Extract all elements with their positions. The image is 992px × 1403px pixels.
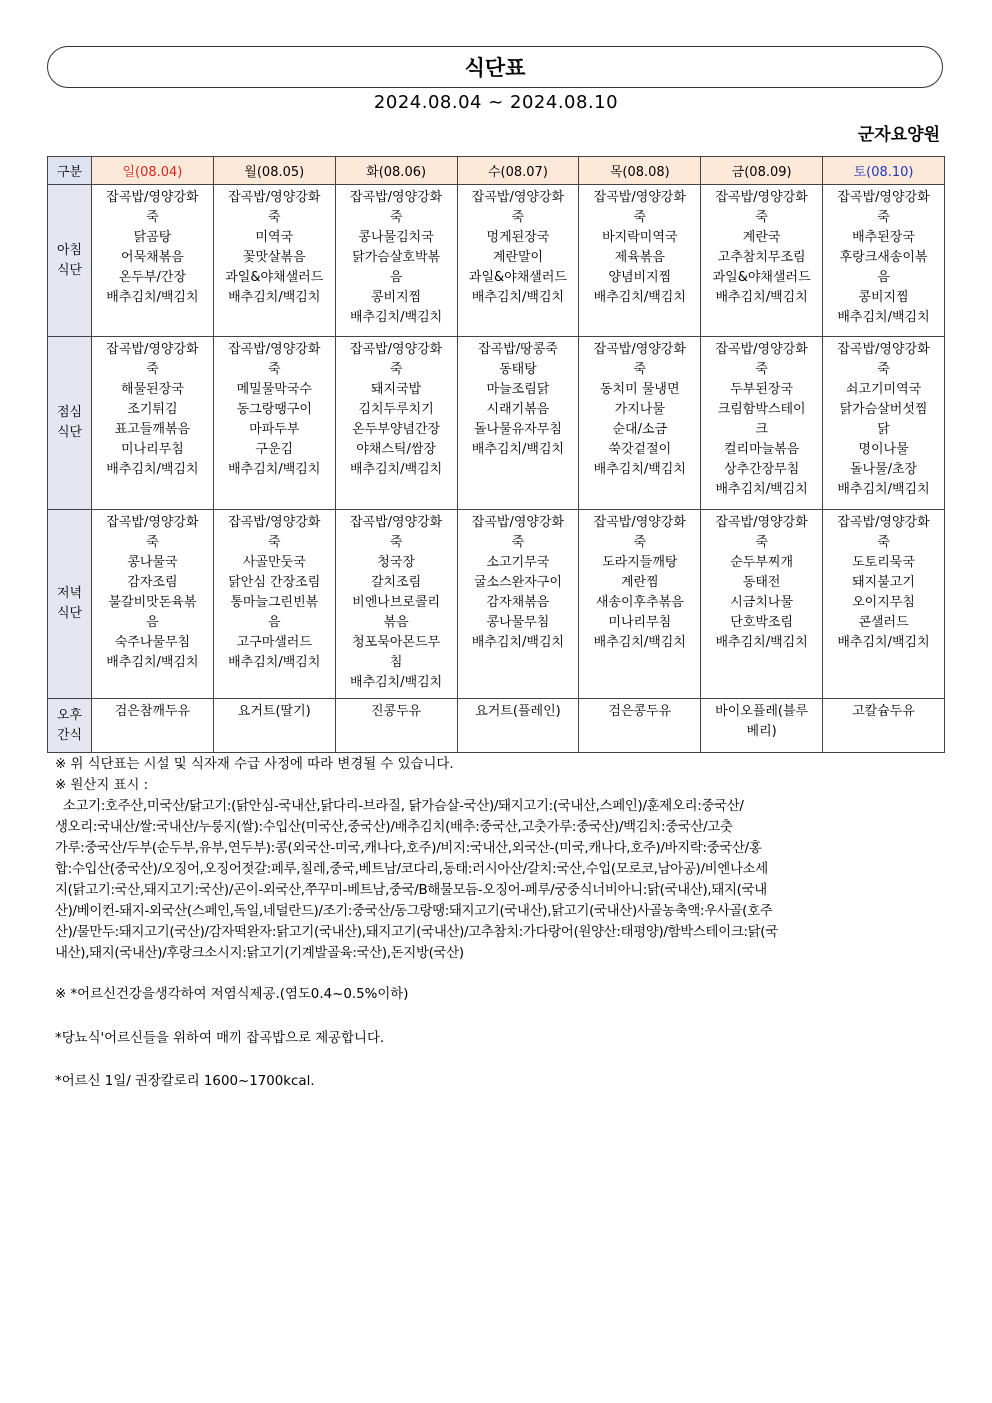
menu-item: 고구마샐러드: [236, 635, 312, 650]
menu-cell: [823, 699, 945, 753]
menu-cell: [457, 510, 579, 699]
menu-item: 청국장: [377, 555, 415, 570]
menu-item: 계란찜: [620, 575, 659, 590]
menu-item: 돼지국밥: [370, 382, 422, 397]
menu-item: 잡곡밥/영양강화: [837, 342, 930, 357]
menu-item: 과일&야채샐러드: [712, 270, 811, 285]
menu-cell: [579, 699, 701, 753]
menu-item: 고추참치무조림: [717, 250, 806, 265]
menu-item: 단호박조림: [730, 615, 794, 630]
menu-cell: [823, 185, 945, 337]
menu-item: 해물된장국: [121, 382, 184, 397]
menu-item: 동치미 물냉면: [600, 382, 680, 397]
menu-item: 침: [389, 655, 403, 670]
menu-item: 죽: [755, 362, 768, 377]
menu-item: 음: [877, 270, 890, 285]
menu-item: 불갈비맛돈육볶: [108, 595, 197, 610]
menu-item: 명이나물: [858, 442, 909, 457]
menu-item: 잡곡밥/영양강화: [228, 342, 321, 357]
menu-item: 청포묵아몬드무: [352, 635, 441, 650]
menu-item: 배추김치/백김치: [715, 635, 808, 650]
calorie-note: *어르신 1일/ 권장칼로리 1600~1700kcal.: [55, 1074, 315, 1089]
menu-item: 배추김치/백김치: [593, 290, 686, 305]
menu-item: 콩비지찜: [370, 290, 422, 305]
menu-item: 과일&야채샐러드: [225, 270, 324, 285]
menu-cell: [457, 699, 579, 753]
menu-item: 배추김치/백김치: [349, 462, 443, 477]
menu-item: 배추김치/백김치: [106, 290, 199, 305]
menu-cell: [335, 337, 457, 510]
menu-item: 닭가슴살버섯찜: [839, 402, 928, 417]
menu-item: 배추김치/백김치: [106, 655, 199, 670]
organization-name: 군자요양원: [857, 125, 940, 145]
menu-item: 잡곡밥/영양강화: [349, 190, 443, 205]
menu-item: 통마늘그린빈볶: [230, 595, 319, 610]
menu-item: 메밀물막국수: [236, 382, 312, 397]
menu-item: 죽: [146, 535, 159, 550]
menu-cell: [213, 185, 335, 337]
menu-item: 잡곡밥/영양강화: [471, 190, 565, 205]
meal-label: [48, 699, 92, 753]
menu-item: 미나리무침: [121, 442, 184, 457]
origin-line: 가루:중국산/두부(순두부,유부,연두부):콩(외국산-미국,캐나다,호주)/비지:국내산,외국산-(미국,캐나다,호주)/바지락:중국산/홍: [55, 841, 762, 856]
menu-item: 닭가슴살호박볶: [352, 250, 441, 265]
menu-item: 베리): [746, 724, 777, 739]
meal-label: [48, 337, 92, 510]
menu-item: 잡곡밥/땅콩죽: [478, 342, 558, 357]
menu-item: 숙주나물무침: [114, 635, 191, 650]
menu-item: 죽: [877, 362, 890, 377]
menu-item: 죽: [633, 535, 647, 550]
meal-label: [48, 185, 92, 337]
menu-item: 죽: [511, 535, 525, 550]
menu-item: 야채스틱/쌈장: [356, 442, 436, 457]
menu-cell: [213, 699, 335, 753]
menu-item: 구운김: [255, 442, 294, 457]
menu-cell: [701, 337, 823, 510]
menu-item: 크: [755, 422, 768, 437]
notes-section: [55, 754, 945, 964]
menu-item: 죽: [146, 362, 159, 377]
menu-item: 배추김치/백김치: [228, 290, 321, 305]
menu-item: 바지락미역국: [602, 230, 678, 245]
menu-item: 배추김치/백김치: [837, 310, 930, 325]
menu-item: 잡곡밥/영양강화: [837, 190, 930, 205]
menu-item: 동태탕: [499, 362, 537, 377]
menu-item: 계란국: [742, 230, 781, 245]
day-header: 화(08.06): [335, 157, 457, 185]
menu-item: 죽: [389, 210, 403, 225]
menu-item: 잡곡밥/영양강화: [593, 190, 686, 205]
meal-label-line: 식단: [56, 606, 83, 621]
menu-item: 죽: [877, 535, 890, 550]
menu-item: 콩비지찜: [858, 290, 909, 305]
menu-item: 두부된장국: [730, 382, 794, 397]
menu-item: 잡곡밥/영양강화: [471, 515, 565, 530]
menu-item: 사골만둣국: [242, 555, 306, 570]
menu-cell: [92, 185, 214, 337]
meal-label-line: 아침: [56, 242, 83, 258]
menu-item: 어묵채볶음: [121, 250, 184, 265]
menu-item: 시금치나물: [730, 595, 794, 610]
menu-item: 비엔나브로콜리: [352, 595, 441, 610]
menu-item: 죽: [877, 210, 890, 225]
day-header: 금(08.09): [701, 157, 823, 185]
menu-item: 배추김치/백김치: [593, 635, 686, 650]
menu-item: 미나리무침: [608, 615, 672, 630]
menu-item: 과일&야채샐러드: [468, 270, 567, 285]
menu-item: 죽: [389, 535, 403, 550]
menu-cell: [579, 185, 701, 337]
menu-item: 잡곡밥/영양강화: [228, 190, 321, 205]
menu-item: 시래기볶음: [486, 402, 550, 417]
menu-item: 죽: [511, 210, 525, 225]
menu-item: 도라지들깨탕: [602, 555, 678, 570]
menu-cell: [701, 510, 823, 699]
menu-item: 잡곡밥/영양강화: [106, 190, 199, 205]
menu-item: 콩나물김치국: [358, 230, 434, 245]
origin-line: 내산),돼지(국내산)/후랑크소시지:닭고기(기계발골육:국산),돈지방(국산): [55, 946, 464, 961]
menu-item: 동태전: [742, 575, 781, 590]
menu-item: 죽: [755, 535, 768, 550]
origin-line: 소고기:호주산,미국산/닭고기:(닭안심-국내산,닭다리-브라질, 닭가슴살-국산)/돼지고기:(국내산,스페인)/훈제오리:중국산/: [55, 799, 744, 814]
menu-item: 잡곡밥/영양강화: [106, 342, 199, 357]
menu-item: 콩나물국: [127, 555, 178, 570]
menu-item: 돼지불고기: [852, 575, 915, 590]
menu-item: 잡곡밥/영양강화: [593, 342, 686, 357]
menu-item: 콘샐러드: [858, 615, 909, 630]
menu-item: 죽: [633, 210, 647, 225]
menu-item: 마늘조림닭: [486, 382, 550, 397]
menu-item: 계란말이: [492, 250, 544, 265]
menu-cell: [823, 510, 945, 699]
menu-item: 고칼슘두유: [852, 704, 915, 719]
menu-item: 검은참깨두유: [114, 704, 191, 719]
menu-item: 배추김치/백김치: [471, 635, 565, 650]
menu-item: 온두부/간장: [118, 270, 186, 285]
menu-item: 순두부찌개: [730, 555, 794, 570]
menu-item: 검은콩두유: [608, 704, 672, 719]
day-header: 일(08.04): [92, 157, 214, 185]
menu-item: 음: [267, 615, 281, 630]
menu-item: 갈치조림: [370, 575, 422, 590]
change-notice: ※ 위 식단표는 시설 및 식자재 수급 사정에 따라 변경될 수 있습니다.: [55, 757, 454, 772]
menu-item: 감자조림: [127, 575, 178, 590]
page-title: 식단표: [47, 46, 943, 88]
menu-item: 배추김치/백김치: [471, 290, 565, 305]
menu-item: 감자채볶음: [486, 595, 550, 610]
menu-item: 온두부양념간장: [352, 422, 441, 437]
meal-label-line: 간식: [56, 727, 83, 743]
menu-item: 순대/소금: [612, 422, 668, 437]
menu-cell: [213, 337, 335, 510]
menu-item: 잡곡밥/영양강화: [593, 515, 686, 530]
menu-item: 배추김치/백김치: [715, 290, 808, 305]
menu-item: 오이지무침: [852, 595, 915, 610]
meal-label-line: 오후: [56, 707, 83, 723]
menu-item: 잡곡밥/영양강화: [106, 515, 199, 530]
table-header-row: [48, 157, 945, 185]
menu-cell: [457, 337, 579, 510]
menu-item: 배추된장국: [852, 230, 915, 245]
menu-item: 쇠고기미역국: [845, 382, 922, 397]
menu-cell: [213, 510, 335, 699]
menu-item: 닭: [877, 422, 890, 437]
menu-item: 잡곡밥/영양강화: [715, 342, 808, 357]
day-header: 토(08.10): [823, 157, 945, 185]
menu-item: 후랑크새송이볶: [839, 250, 928, 265]
menu-item: 죽: [267, 362, 281, 377]
menu-item: 배추김치/백김치: [228, 655, 321, 670]
meal-label-line: 저녁: [56, 586, 83, 601]
menu-item: 잡곡밥/영양강화: [228, 515, 321, 530]
menu-item: 진콩두유: [370, 704, 422, 719]
menu-item: 죽: [267, 210, 281, 225]
menu-item: 배추김치/백김치: [837, 635, 930, 650]
menu-item: 김치두루치기: [358, 402, 434, 417]
menu-item: 상추간장무침: [723, 462, 800, 477]
origin-line: 생오리:국내산/쌀:국내산/누룽지(쌀):수입산(미국산,중국산)/배추김치(배추:중국산,고춧가루:중국산)/백김치:중국산/고춧: [55, 820, 733, 835]
menu-item: 죽: [267, 535, 281, 550]
day-header: 목(08.08): [579, 157, 701, 185]
menu-item: 배추김치/백김치: [349, 675, 443, 690]
menu-item: 잡곡밥/영양강화: [349, 515, 443, 530]
menu-cell: [92, 699, 214, 753]
menu-item: 꽃맛살볶음: [242, 250, 306, 265]
menu-cell: [457, 185, 579, 337]
menu-cell: [92, 337, 214, 510]
origin-line: 산)/베이컨-돼지-외국산(스페인,독일,네덜란드)/조기:중국산/동그랑땡:돼지고기(국내산),닭고기(국내산)사골농축액:우사골(호주: [55, 904, 773, 919]
menu-cell: [701, 699, 823, 753]
diabetes-note: *당뇨식'어르신들을 위하여 매끼 잡곡밥으로 제공합니다.: [55, 1031, 385, 1046]
menu-item: 마파두부: [249, 422, 300, 437]
menu-item: 잡곡밥/영양강화: [715, 515, 808, 530]
day-header: 월(08.05): [213, 157, 335, 185]
menu-item: 배추김치/백김치: [228, 462, 321, 477]
menu-item: 죽: [633, 362, 647, 377]
menu-cell: [335, 699, 457, 753]
menu-cell: [579, 510, 701, 699]
meal-label-line: 식단: [56, 262, 83, 278]
menu-cell: [701, 185, 823, 337]
origin-line: 합:수입산(중국산)/오징어,오징어젓갈:페루,칠레,중국,베트남/코다리,동태:러시아산/갈치:국산,수입(모로코,남아공)/비엔나소세: [55, 862, 768, 877]
menu-item: 배추김치/백김치: [106, 462, 199, 477]
menu-item: 양념비지찜: [608, 270, 672, 285]
menu-cell: [92, 510, 214, 699]
menu-item: 배추김치/백김치: [715, 482, 808, 497]
menu-item: 배추김치/백김치: [593, 462, 686, 477]
menu-item: 배추김치/백김치: [349, 310, 443, 325]
menu-item: 도토리묵국: [852, 555, 915, 570]
origin-line: 산)/물만두:돼지고기(국산)/감자떡완자:닭고기(국내산),돼지고기(국내산)/고추참치:가다랑어(원양산:태평양)/함박스테이크:닭(국: [55, 925, 778, 940]
menu-item: 배추김치/백김치: [471, 442, 565, 457]
menu-item: 미역국: [255, 230, 294, 245]
menu-cell: [335, 185, 457, 337]
menu-item: 잡곡밥/영양강화: [715, 190, 808, 205]
menu-item: 볶음: [383, 615, 409, 630]
menu-cell: [579, 337, 701, 510]
menu-item: 돌나물/초장: [849, 462, 918, 477]
menu-item: 죽: [146, 210, 159, 225]
menu-item: 잡곡밥/영양강화: [837, 515, 930, 530]
meal-label-line: 식단: [56, 425, 83, 440]
menu-item: 죽: [755, 210, 768, 225]
menu-item: 새송이후추볶음: [595, 595, 684, 610]
day-header: 수(08.07): [457, 157, 579, 185]
origin-line: 지(닭고기:국산,돼지고기:국산)/곤이-외국산,쭈꾸미-베트남,중국/B해물모듬-오징어-페루/궁중식너비아니:닭(국내산),돼지(국내: [55, 883, 767, 898]
snack-row: [48, 699, 945, 753]
menu-item: 닭곰탕: [133, 230, 172, 245]
menu-item: 소고기무국: [486, 555, 550, 570]
corner-header: 구분: [48, 157, 92, 185]
menu-item: 조기튀김: [127, 402, 178, 417]
menu-item: 컬리마늘볶음: [723, 442, 800, 457]
menu-table: [47, 156, 945, 753]
menu-item: 죽: [389, 362, 403, 377]
dinner-row: [48, 510, 945, 699]
menu-cell: [335, 510, 457, 699]
menu-item: 돌나물유자무침: [474, 422, 562, 437]
menu-item: 멍게된장국: [486, 230, 550, 245]
menu-item: 바이오플레(블루: [715, 704, 809, 719]
menu-item: 요거트(딸기): [237, 704, 311, 719]
menu-item: 쑥갓겉절이: [608, 442, 672, 457]
menu-item: 제육볶음: [614, 250, 665, 265]
menu-item: 닭안심 간장조림: [228, 575, 321, 590]
meal-label-line: 점심: [56, 405, 83, 420]
menu-cell: [823, 337, 945, 510]
menu-item: 요거트(플레인): [475, 704, 561, 719]
menu-item: 가지나물: [614, 402, 665, 417]
menu-item: 동그랑땡구이: [236, 402, 312, 417]
origin-list: [55, 796, 945, 964]
menu-item: 굴소스완자구이: [474, 575, 562, 590]
menu-item: 배추김치/백김치: [837, 482, 930, 497]
origin-heading: ※ 원산지 표시 :: [55, 778, 149, 793]
menu-item: 콩나물무침: [486, 615, 550, 630]
low-salt-note: ※ *어르신건강을생각하여 저염식제공.(염도0.4~0.5%이하): [55, 987, 409, 1002]
menu-item: 크림함박스테이: [717, 402, 806, 417]
breakfast-row: [48, 185, 945, 337]
menu-item: 표고들깨볶음: [114, 422, 191, 437]
menu-item: 음: [146, 615, 159, 630]
lunch-row: [48, 337, 945, 510]
date-range: 2024.08.04 ~ 2024.08.10: [373, 92, 619, 113]
meal-label: [48, 510, 92, 699]
menu-item: 음: [389, 270, 403, 285]
menu-item: 잡곡밥/영양강화: [349, 342, 443, 357]
